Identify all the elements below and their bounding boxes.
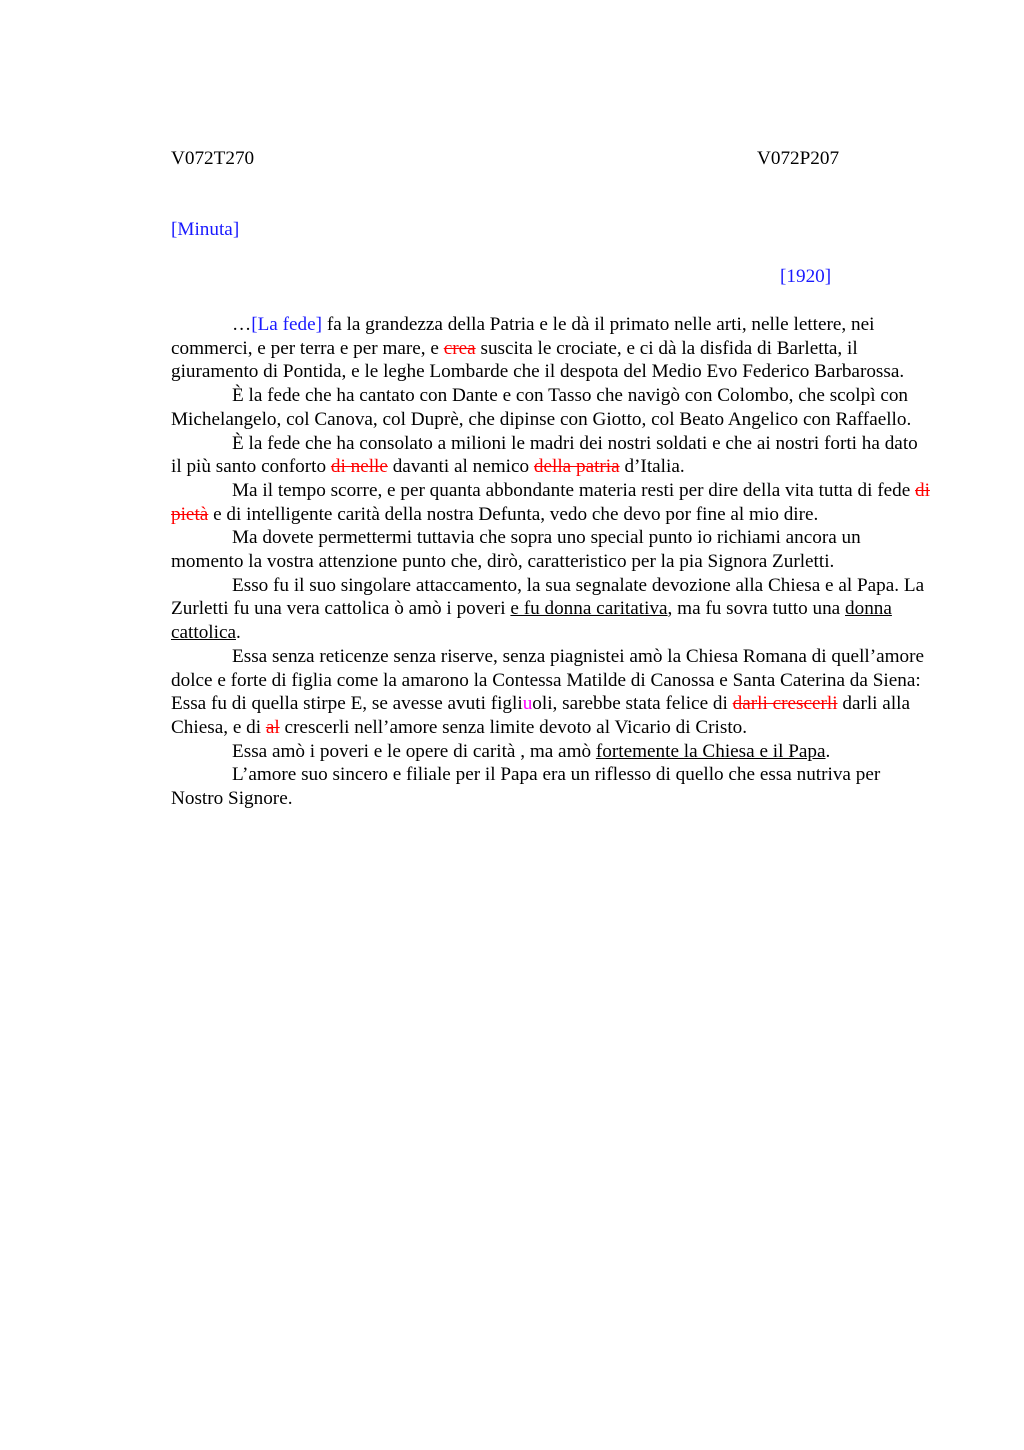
letter-body [171, 313, 933, 811]
deleted-text: crea [443, 337, 476, 359]
paragraph [171, 740, 933, 764]
paragraph-text: Essa amò i poveri e le opere di carità , ma amò [232, 740, 596, 762]
paragraph: L’amore suo sincero e filiale per il Papa era un riflesso di quello che essa nutriva per Nostro Signore. [171, 764, 881, 810]
paragraph-text: e di intelligente carità della nostra Defunta, vedo che devo por fine al mio dire. [208, 503, 819, 525]
deleted-text: al [265, 716, 280, 738]
paragraph-text: oli, sarebbe stata felice di [532, 693, 733, 715]
paragraph [171, 574, 933, 645]
paragraph [171, 432, 933, 479]
paragraph-text: d’Italia. [619, 456, 685, 478]
minuta-label: [Minuta] [171, 219, 240, 240]
paragraph-text: Esso fu il suo singolare attaccamento, la sua segnalate devozione alla Chiesa e al Papa. La Zurletti fu una vera cattolica ò amò i poveri [171, 574, 925, 620]
year-label: [1920] [780, 266, 832, 287]
paragraph-text: Essa senza reticenze senza riserve, senza piagnistei amò la Chiesa Romana di quell’amore dolce e forte di figlia come la amarono la Contessa Matilde di Canossa e Santa Caterina da Siena: Essa fu di quella stirpe E, se avesse avuti figli [171, 645, 925, 715]
ellipsis-text: … [232, 314, 252, 335]
paragraph-text: crescerli nell’amore senza limite devoto al Vicario di Cristo. [279, 716, 748, 738]
paragraph-text: Ma il tempo scorre, e per quanta abbondante materia resti per dire della vita tutta di fede [232, 479, 916, 501]
inserted-text: u [522, 693, 533, 715]
deleted-text: di nelle [330, 456, 388, 478]
paragraph: Ma dovete permettermi tuttavia che sopra uno special punto io richiami ancora un momento la vostra attenzione punto che, dirò, caratteristico per la pia Signora Zurletti. [171, 527, 861, 573]
paragraph [171, 313, 933, 384]
volume-code-right: V072P207 [757, 148, 840, 169]
paragraph-text: È la fede che ha consolato a milioni le madri dei nostri soldati e che ai nostri forti ha dato il più santo conforto [171, 432, 918, 478]
volume-code-left: V072T270 [171, 148, 255, 169]
paragraph [171, 645, 933, 740]
deleted-text: della patria [533, 456, 620, 478]
deleted-text: darli crescerli [732, 693, 838, 715]
editorial-insertion: [La fede] [251, 314, 323, 335]
underlined-text: e fu donna caritativa [510, 598, 668, 620]
paragraph-text: . [235, 622, 241, 644]
paragraph [171, 479, 933, 526]
deleted-text: di pietà [171, 479, 930, 525]
paragraph: È la fede che ha cantato con Dante e con Tasso che navigò con Colombo, che scolpì con Michelangelo, col Canova, col Duprè, che dipinse con Giotto, col Beato Angelico con Raffaello. [171, 385, 912, 430]
paragraph-text: darli alla Chiesa, e di [171, 693, 910, 738]
paragraph-text: suscita le crociate, e ci dà la disfida di Barletta, il giuramento di Pontida, e le leghe Lombarde che il despota del Medio Evo Federico Barbarossa. [171, 337, 905, 383]
paragraph-text: davanti al nemico [387, 456, 534, 478]
underlined-text: fortemente la Chiesa e il Papa [595, 740, 826, 762]
paragraph-text: . [825, 740, 831, 762]
underlined-text: donna cattolica [171, 598, 892, 644]
paragraph-text: , ma fu sovra tutto una [667, 598, 845, 620]
paragraph-text: fa la grandezza della Patria e le dà il primato nelle arti, nelle lettere, nei commerci, e per terra e per mare, e [171, 314, 875, 359]
